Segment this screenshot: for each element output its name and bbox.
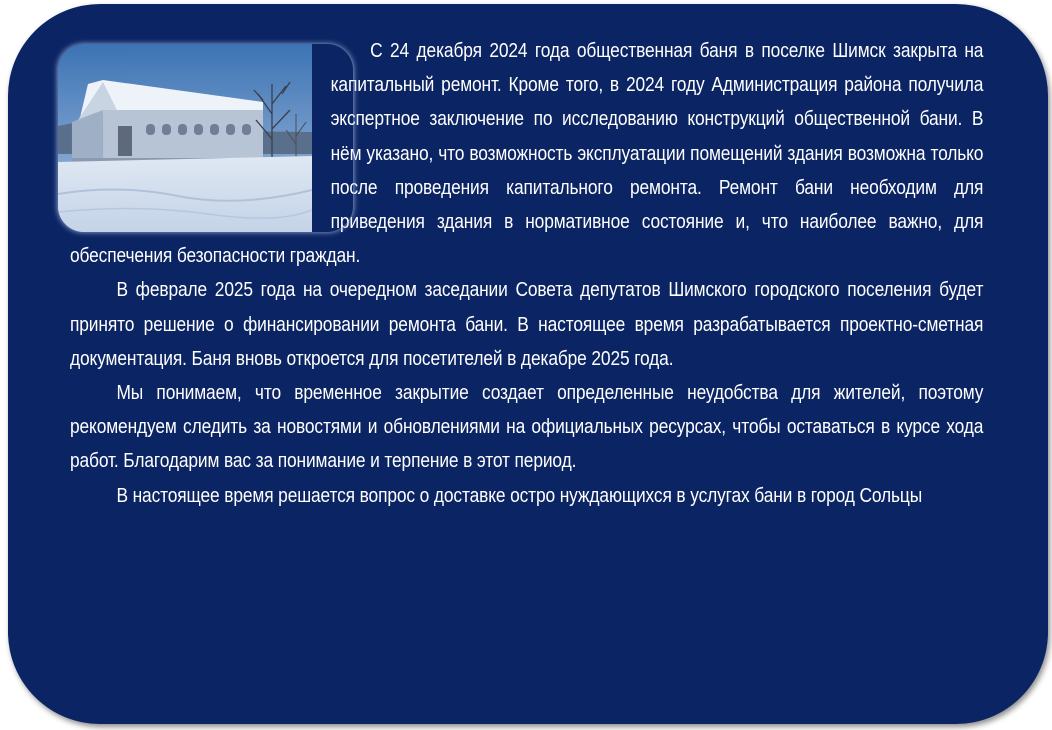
- announcement-text: [70, 34, 983, 513]
- paragraph-apology: Мы понимаем, что временное закрытие создает определенные неудобства для жителей, поэтому рекомендуем следить за новостями и обновлениями на официальных ресурсах, чтобы оставаться в курсе хода работ. Благодарим вас за понимание и терпение в этот период.: [70, 382, 984, 473]
- paragraph-closure: С 24 декабря 2024 года общественная баня в поселке Шимск закрыта на капитальный ремонт. Кроме того, в 2024 году Администрация района получила экспертное заключение по исследованию конструкций общественной бани. В нём указано, что возможность эксплуатации помещений здания возможна только после проведения капитального ремонта. Ремонт бани необходим для приведения здания в нормативное состояние и, что наиболее важно, для обеспечения безопасности граждан.: [70, 40, 984, 268]
- paragraph-funding: В феврале 2025 года на очередном заседании Совета депутатов Шимского городского поселения будет принято решение о финансировании ремонта бани. В настоящее время разрабатывается проектно-сметная документация. Баня вновь откроется для посетителей в декабре 2025 года.: [70, 279, 984, 370]
- bathhouse-photo-image: [58, 44, 312, 232]
- bathhouse-photo: [58, 44, 353, 232]
- paragraph-delivery: В настоящее время решается вопрос о доставке остро нуждающихся в услугах бани в город Сольцы: [116, 484, 923, 507]
- announcement-card: [8, 4, 1048, 724]
